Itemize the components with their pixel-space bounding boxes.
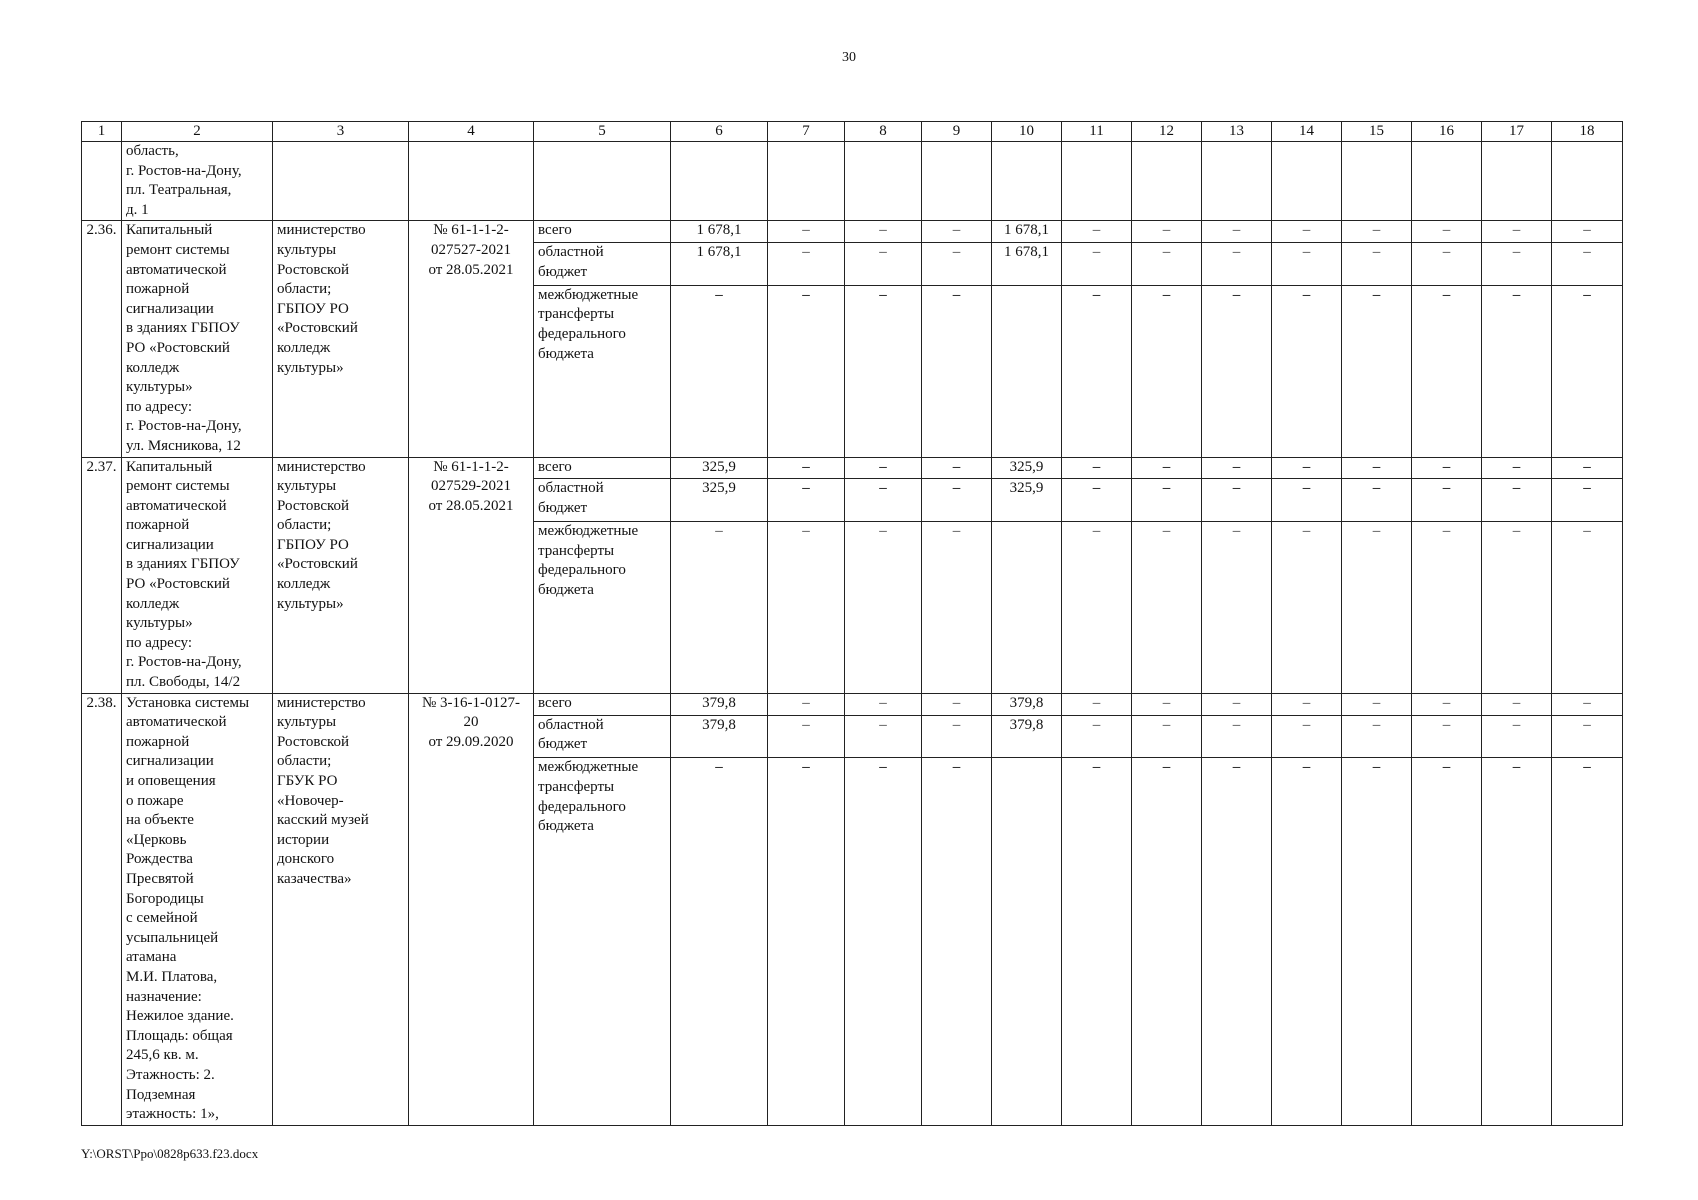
- empty-dash-cell: –: [1272, 221, 1342, 243]
- executor: министерство культуры Ростовской области; ГБПОУ РО «Ростовский колледж культуры»: [273, 221, 409, 457]
- empty-cell: [82, 142, 122, 221]
- empty-dash-cell: –: [1202, 693, 1272, 715]
- empty-dash-cell: –: [768, 457, 845, 479]
- funding-source-label: всего: [534, 221, 671, 243]
- empty-dash-cell: –: [1412, 693, 1482, 715]
- amount-total: –: [671, 758, 768, 1125]
- empty-dash-cell: –: [1132, 758, 1202, 1125]
- budget-table: [81, 121, 1623, 1126]
- column-header-13: 13: [1202, 122, 1272, 142]
- column-header-3: 3: [273, 122, 409, 142]
- empty-dash-cell: –: [1062, 521, 1132, 693]
- empty-dash-cell: –: [845, 285, 922, 457]
- empty-dash-cell: –: [1062, 243, 1132, 286]
- column-header-6: 6: [671, 122, 768, 142]
- table-row: [82, 221, 1623, 243]
- empty-dash-cell: –: [922, 221, 992, 243]
- empty-dash-cell: –: [845, 479, 922, 522]
- empty-dash-cell: –: [1342, 758, 1412, 1125]
- empty-dash-cell: –: [1342, 243, 1412, 286]
- column-header-14: 14: [1272, 122, 1342, 142]
- funding-source-label: областной бюджет: [534, 479, 671, 522]
- amount-total: 1 678,1: [671, 221, 768, 243]
- empty-cell: [1552, 142, 1623, 221]
- empty-dash-cell: –: [845, 715, 922, 758]
- empty-dash-cell: –: [845, 457, 922, 479]
- empty-dash-cell: –: [1132, 457, 1202, 479]
- funding-source-label: межбюджетные трансферты федерального бюджета: [534, 285, 671, 457]
- object-name: Установка системы автоматической пожарной сигнализации и оповещения о пожаре на объекте «Церковь Рождества Пресвятой Богородицы с семейной усыпальницей атамана М.И. Платова, назначение: Нежилое здание. Площадь: общая 245,6 кв. м. Этажность: 2. Подземная этажность: 1»,: [122, 693, 273, 1125]
- document-ref: № 3-16-1-0127- 20 от 29.09.2020: [409, 693, 534, 1125]
- empty-cell: [1482, 142, 1552, 221]
- empty-dash-cell: –: [1062, 221, 1132, 243]
- empty-dash-cell: –: [1342, 457, 1412, 479]
- empty-dash-cell: –: [768, 221, 845, 243]
- document-ref: № 61-1-1-2- 027527-2021 от 28.05.2021: [409, 221, 534, 457]
- object-name: Капитальный ремонт системы автоматической пожарной сигнализации в зданиях ГБПОУ РО «Ростовский колледж культуры» по адресу: г. Ростов-на-Дону, пл. Свободы, 14/2: [122, 457, 273, 693]
- empty-dash-cell: –: [1272, 715, 1342, 758]
- empty-dash-cell: –: [922, 457, 992, 479]
- empty-dash-cell: –: [1132, 715, 1202, 758]
- amount-year: [992, 521, 1062, 693]
- empty-dash-cell: –: [1202, 521, 1272, 693]
- empty-cell: [1132, 142, 1202, 221]
- empty-dash-cell: –: [1482, 457, 1552, 479]
- empty-dash-cell: –: [1482, 758, 1552, 1125]
- column-header-16: 16: [1412, 122, 1482, 142]
- empty-dash-cell: –: [1132, 221, 1202, 243]
- empty-dash-cell: –: [1412, 457, 1482, 479]
- empty-cell: [1202, 142, 1272, 221]
- empty-dash-cell: –: [1552, 521, 1623, 693]
- object-name: Капитальный ремонт системы автоматической пожарной сигнализации в зданиях ГБПОУ РО «Ростовский колледж культуры» по адресу: г. Ростов-на-Дону, ул. Мясникова, 12: [122, 221, 273, 457]
- empty-dash-cell: –: [1342, 221, 1412, 243]
- column-number-row: [82, 122, 1623, 142]
- empty-dash-cell: –: [1272, 243, 1342, 286]
- amount-year: 379,8: [992, 715, 1062, 758]
- empty-dash-cell: –: [1062, 479, 1132, 522]
- amount-total: 325,9: [671, 457, 768, 479]
- empty-cell: [845, 142, 922, 221]
- empty-dash-cell: –: [1062, 285, 1132, 457]
- document-ref: № 61-1-1-2- 027529-2021 от 28.05.2021: [409, 457, 534, 693]
- empty-dash-cell: –: [922, 758, 992, 1125]
- column-header-12: 12: [1132, 122, 1202, 142]
- column-header-15: 15: [1342, 122, 1412, 142]
- empty-dash-cell: –: [1062, 715, 1132, 758]
- empty-dash-cell: –: [1062, 457, 1132, 479]
- empty-dash-cell: –: [1272, 479, 1342, 522]
- item-number: 2.37.: [82, 457, 122, 693]
- column-header-10: 10: [992, 122, 1062, 142]
- empty-dash-cell: –: [1412, 221, 1482, 243]
- empty-dash-cell: –: [1202, 221, 1272, 243]
- empty-dash-cell: –: [1482, 693, 1552, 715]
- empty-dash-cell: –: [1132, 479, 1202, 522]
- empty-dash-cell: –: [768, 243, 845, 286]
- empty-dash-cell: –: [1552, 243, 1623, 286]
- empty-dash-cell: –: [1482, 521, 1552, 693]
- amount-year: 1 678,1: [992, 243, 1062, 286]
- executor: министерство культуры Ростовской области; ГБУК РО «Новочер- касский музей истории донского казачества»: [273, 693, 409, 1125]
- empty-dash-cell: –: [1552, 285, 1623, 457]
- empty-dash-cell: –: [1482, 243, 1552, 286]
- empty-dash-cell: –: [1482, 285, 1552, 457]
- funding-source-label: областной бюджет: [534, 243, 671, 286]
- empty-dash-cell: –: [1132, 285, 1202, 457]
- empty-dash-cell: –: [1552, 479, 1623, 522]
- empty-dash-cell: –: [1342, 521, 1412, 693]
- amount-total: 379,8: [671, 693, 768, 715]
- empty-dash-cell: –: [922, 285, 992, 457]
- empty-dash-cell: –: [845, 521, 922, 693]
- file-path-footer: Y:\ORST\Ppo\0828p633.f23.docx: [81, 1146, 259, 1161]
- empty-dash-cell: –: [768, 693, 845, 715]
- empty-cell: [768, 142, 845, 221]
- empty-dash-cell: –: [1552, 457, 1623, 479]
- amount-year: 379,8: [992, 693, 1062, 715]
- empty-dash-cell: –: [1272, 285, 1342, 457]
- empty-dash-cell: –: [922, 521, 992, 693]
- empty-dash-cell: –: [1342, 479, 1412, 522]
- column-header-18: 18: [1552, 122, 1623, 142]
- item-number: 2.36.: [82, 221, 122, 457]
- empty-dash-cell: –: [1132, 243, 1202, 286]
- empty-dash-cell: –: [1272, 521, 1342, 693]
- column-header-11: 11: [1062, 122, 1132, 142]
- column-header-17: 17: [1482, 122, 1552, 142]
- empty-dash-cell: –: [1412, 479, 1482, 522]
- column-header-2: 2: [122, 122, 273, 142]
- empty-dash-cell: –: [1132, 693, 1202, 715]
- column-header-7: 7: [768, 122, 845, 142]
- empty-cell: [534, 142, 671, 221]
- empty-cell: [1412, 142, 1482, 221]
- empty-dash-cell: –: [1202, 457, 1272, 479]
- empty-cell: [1062, 142, 1132, 221]
- amount-year: 1 678,1: [992, 221, 1062, 243]
- empty-dash-cell: –: [768, 521, 845, 693]
- empty-dash-cell: –: [922, 693, 992, 715]
- empty-dash-cell: –: [1342, 715, 1412, 758]
- item-number: 2.38.: [82, 693, 122, 1125]
- amount-total: –: [671, 285, 768, 457]
- empty-dash-cell: –: [768, 285, 845, 457]
- column-header-5: 5: [534, 122, 671, 142]
- empty-dash-cell: –: [1272, 758, 1342, 1125]
- empty-dash-cell: –: [845, 243, 922, 286]
- amount-total: –: [671, 521, 768, 693]
- empty-cell: [1342, 142, 1412, 221]
- column-header-8: 8: [845, 122, 922, 142]
- page-number: 30: [842, 50, 856, 65]
- empty-dash-cell: –: [1202, 243, 1272, 286]
- continued-object-name: область, г. Ростов-на-Дону, пл. Театральная, д. 1: [122, 142, 273, 221]
- empty-dash-cell: –: [922, 243, 992, 286]
- empty-dash-cell: –: [768, 758, 845, 1125]
- column-header-4: 4: [409, 122, 534, 142]
- empty-dash-cell: –: [1482, 715, 1552, 758]
- empty-dash-cell: –: [1132, 521, 1202, 693]
- empty-dash-cell: –: [1482, 479, 1552, 522]
- empty-dash-cell: –: [768, 479, 845, 522]
- empty-dash-cell: –: [845, 221, 922, 243]
- empty-dash-cell: –: [1062, 693, 1132, 715]
- empty-dash-cell: –: [1412, 758, 1482, 1125]
- empty-dash-cell: –: [1202, 715, 1272, 758]
- empty-dash-cell: –: [1552, 758, 1623, 1125]
- amount-total: 379,8: [671, 715, 768, 758]
- empty-cell: [273, 142, 409, 221]
- funding-source-label: межбюджетные трансферты федерального бюджета: [534, 758, 671, 1125]
- empty-dash-cell: –: [1062, 758, 1132, 1125]
- empty-dash-cell: –: [1552, 221, 1623, 243]
- empty-cell: [409, 142, 534, 221]
- empty-cell: [922, 142, 992, 221]
- column-header-9: 9: [922, 122, 992, 142]
- empty-dash-cell: –: [1412, 715, 1482, 758]
- executor: министерство культуры Ростовской области; ГБПОУ РО «Ростовский колледж культуры»: [273, 457, 409, 693]
- amount-total: 1 678,1: [671, 243, 768, 286]
- amount-year: [992, 758, 1062, 1125]
- empty-cell: [671, 142, 768, 221]
- empty-dash-cell: –: [1412, 243, 1482, 286]
- amount-total: 325,9: [671, 479, 768, 522]
- empty-dash-cell: –: [1552, 693, 1623, 715]
- empty-dash-cell: –: [1342, 693, 1412, 715]
- funding-source-label: межбюджетные трансферты федерального бюджета: [534, 521, 671, 693]
- empty-dash-cell: –: [1272, 693, 1342, 715]
- empty-dash-cell: –: [845, 758, 922, 1125]
- empty-cell: [1272, 142, 1342, 221]
- funding-source-label: всего: [534, 693, 671, 715]
- empty-dash-cell: –: [1202, 285, 1272, 457]
- empty-dash-cell: –: [1202, 758, 1272, 1125]
- empty-dash-cell: –: [845, 693, 922, 715]
- empty-dash-cell: –: [1342, 285, 1412, 457]
- table-row: [82, 693, 1623, 715]
- amount-year: 325,9: [992, 479, 1062, 522]
- funding-source-label: областной бюджет: [534, 715, 671, 758]
- empty-dash-cell: –: [768, 715, 845, 758]
- empty-dash-cell: –: [1202, 479, 1272, 522]
- empty-dash-cell: –: [1412, 521, 1482, 693]
- amount-year: [992, 285, 1062, 457]
- column-header-1: 1: [82, 122, 122, 142]
- table-row: [82, 457, 1623, 479]
- empty-dash-cell: –: [1482, 221, 1552, 243]
- empty-dash-cell: –: [922, 479, 992, 522]
- empty-dash-cell: –: [1552, 715, 1623, 758]
- empty-cell: [992, 142, 1062, 221]
- continuation-row: [82, 142, 1623, 221]
- funding-source-label: всего: [534, 457, 671, 479]
- empty-dash-cell: –: [1412, 285, 1482, 457]
- amount-year: 325,9: [992, 457, 1062, 479]
- empty-dash-cell: –: [1272, 457, 1342, 479]
- empty-dash-cell: –: [922, 715, 992, 758]
